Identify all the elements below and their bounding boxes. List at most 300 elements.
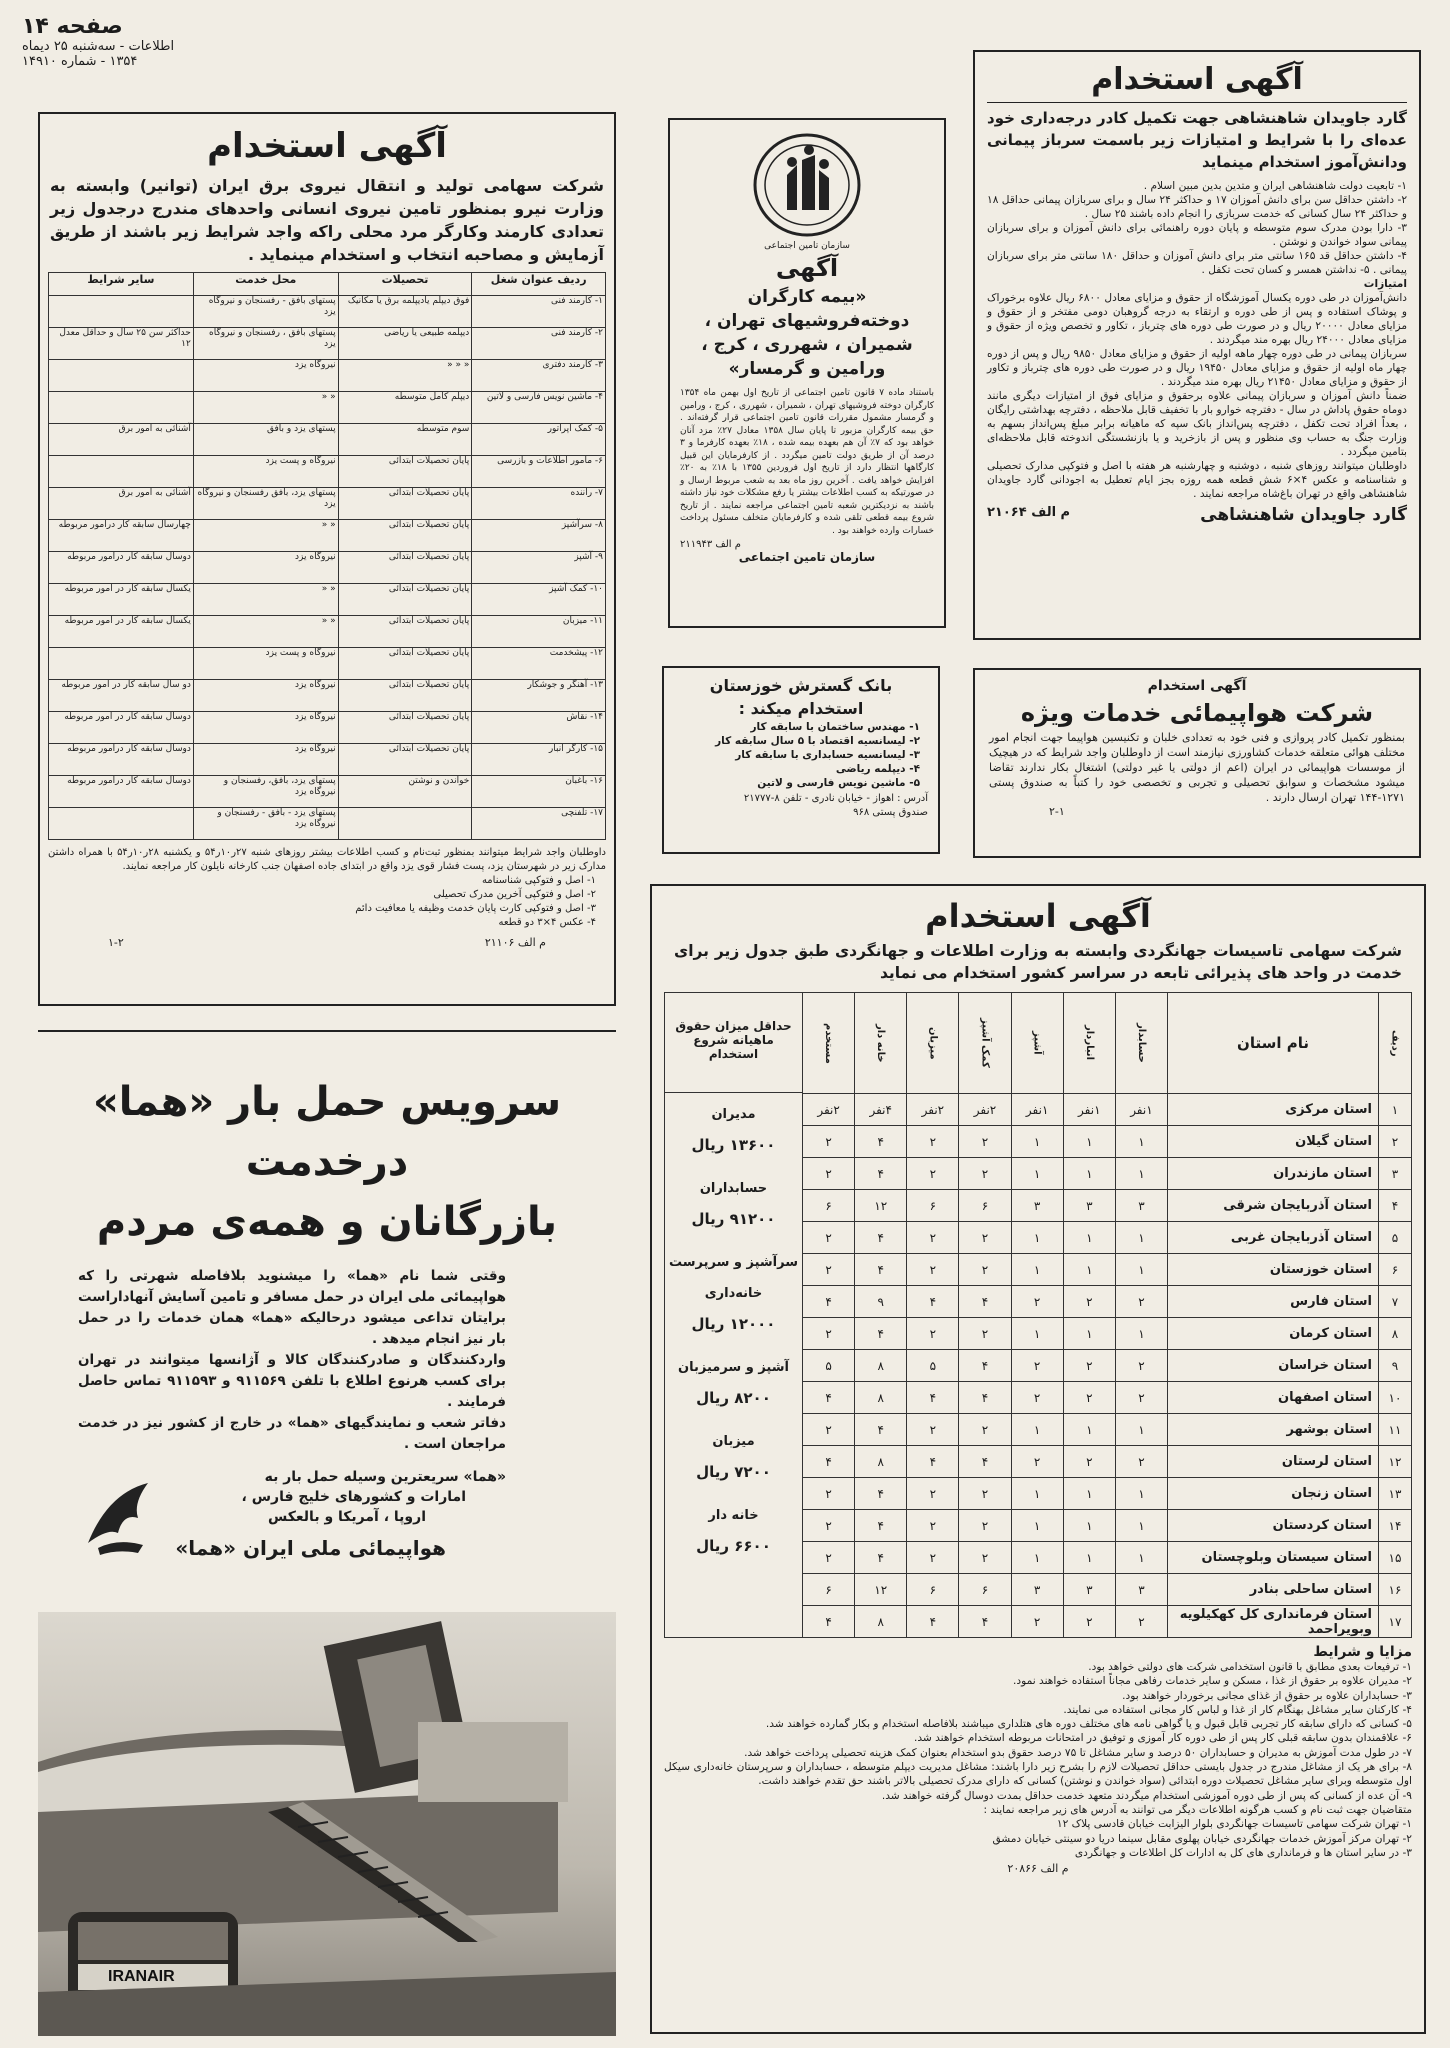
power-col-header: محل خدمت bbox=[193, 273, 338, 296]
tourism-count-cell: ۱ bbox=[1115, 1478, 1167, 1510]
tourism-col-header: ردیف bbox=[1379, 993, 1412, 1094]
tourism-count-cell: ۳ bbox=[1011, 1190, 1063, 1222]
power-ad-footer: داوطلبان واجد شرایط میتوانند بمنظور ثبت‌نام و کسب اطلاعات بیشتر روزهای شنبه ۲۷ر۱۰ر۵۴ و یکشنبه ۲۸ر۱۰ر۵۴ با همراه داشتن مدارک زیر در شهرستان یزد، پست فشار قوی یزد واقع در ابتدای جاده اصفهان جنب کارخانه نایلون کار مراجعه نمایند. bbox=[48, 847, 606, 872]
power-table-cell: پایان تحصیلات ابتدائی bbox=[338, 680, 472, 712]
tourism-count-cell: ۹ bbox=[855, 1286, 907, 1318]
tourism-count-cell: ۴ bbox=[855, 1478, 907, 1510]
tourism-condition: ۲- تهران مرکز آموزش خدمات جهانگردی خیابان پهلوی مقابل سینما دریا دو سینتی خیابان دمشق bbox=[992, 1832, 1412, 1845]
power-table-cell: پستهای یزد - بافق - رفسنجان و نیروگاه یزد bbox=[193, 808, 338, 840]
tourism-count-cell: ۲ bbox=[959, 1542, 1011, 1574]
tourism-col-header: میزبان bbox=[907, 993, 959, 1094]
tourism-count-cell: ۲ bbox=[959, 1222, 1011, 1254]
power-table-cell: ۸- سرآشپز bbox=[472, 520, 606, 552]
tourism-count-cell: ۲ bbox=[959, 1318, 1011, 1350]
tourism-count-cell: ۳ bbox=[1011, 1574, 1063, 1606]
tourism-count-cell: ۲ bbox=[959, 1478, 1011, 1510]
tourism-col-header: آشپز bbox=[1011, 993, 1063, 1094]
tourism-ad-title: آگهی استخدام bbox=[925, 897, 1151, 935]
power-table-cell: دوسال سابقه کار درامور مربوطه bbox=[49, 744, 194, 776]
tourism-count-cell: ۲نفر bbox=[907, 1094, 959, 1126]
power-table-cell: نیروگاه یزد bbox=[193, 360, 338, 392]
power-table-cell bbox=[49, 456, 194, 488]
tourism-table-row bbox=[803, 1126, 1412, 1158]
homa-tagline: اروپا ، آمریکا و بالعکس bbox=[267, 1509, 426, 1525]
tourism-count-cell: ۱ bbox=[1063, 1414, 1115, 1446]
tourism-conditions bbox=[664, 1660, 1412, 1860]
bank-ad-subtitle: استخدام میکند : bbox=[738, 699, 864, 718]
bank-item: ۳- لیسانسیه حسابداری با سابقه کار bbox=[735, 749, 920, 761]
homa-body-paragraph: وقتی شما نام «هما» را میشنوید بلافاصله شهرتی را که هواپیمائی ملی ایران در حمل مسافر و تامین آسایش آنهاداراست برایتان تداعی میشود درحالیکه «هما» همان خدمات را در حمل بار نیز انجام میدهد . bbox=[78, 1268, 506, 1347]
power-doc-item: ۳- اصل و فتوکپی کارت پایان خدمت وظیفه یا معافیت دائم bbox=[355, 903, 596, 914]
masthead bbox=[22, 14, 282, 84]
tourism-row-number: ۵ bbox=[1379, 1222, 1412, 1254]
tourism-count-cell: ۲ bbox=[1115, 1286, 1167, 1318]
power-table-cell: پایان تحصیلات ابتدائی bbox=[338, 552, 472, 584]
tourism-count-cell: ۶ bbox=[959, 1190, 1011, 1222]
tourism-count-cell: ۲ bbox=[1115, 1350, 1167, 1382]
tourism-table-body bbox=[803, 1094, 1412, 1638]
power-table-cell: نیروگاه یزد bbox=[193, 744, 338, 776]
insurance-ad-subtitle: «بیمه کارگران دوخته‌فروشیهای تهران ، شمیران ، شهرری ، کرج ، ورامین و گرمسار» bbox=[701, 287, 913, 379]
power-table-cell: ۴- ماشین نویس فارسی و لاتین bbox=[472, 392, 606, 424]
tourism-count-cell: ۶ bbox=[959, 1574, 1011, 1606]
tourism-count-cell: ۲ bbox=[907, 1222, 959, 1254]
power-table-cell: دوسال سابقه کار درامور مربوطه bbox=[49, 776, 194, 808]
tourism-count-cell: ۲ bbox=[1011, 1382, 1063, 1414]
tourism-condition: ۳- حسابداران علاوه بر حقوق از غذای مجانی برخوردار خواهند بود. bbox=[1122, 1689, 1412, 1702]
tourism-table-row bbox=[803, 1094, 1412, 1126]
tourism-count-cell: ۲ bbox=[803, 1414, 855, 1446]
bank-item: ۲- لیسانسیه اقتصاد با ۵ سال سابقه کار bbox=[715, 735, 920, 747]
tourism-count-cell: ۲ bbox=[1063, 1286, 1115, 1318]
tourism-count-cell: ۱ bbox=[1063, 1318, 1115, 1350]
power-table-row bbox=[49, 808, 606, 840]
guard-ad-title: آگهی استخدام bbox=[1091, 62, 1303, 97]
tourism-salary-item: حسابداران bbox=[699, 1181, 768, 1196]
tourism-row-number: ۶ bbox=[1379, 1254, 1412, 1286]
insurance-ad-signature: سازمان تامین اجتماعی bbox=[738, 550, 876, 564]
tourism-count-cell: ۱ bbox=[1115, 1126, 1167, 1158]
power-table-cell: نیروگاه یزد bbox=[193, 552, 338, 584]
tourism-count-cell: ۲ bbox=[1063, 1446, 1115, 1478]
tourism-count-cell: ۱ bbox=[1063, 1510, 1115, 1542]
power-table-row bbox=[49, 616, 606, 648]
tourism-count-cell: ۲ bbox=[959, 1126, 1011, 1158]
power-table-row bbox=[49, 456, 606, 488]
power-table-cell: نیروگاه یزد bbox=[193, 712, 338, 744]
tourism-count-cell: ۲ bbox=[907, 1510, 959, 1542]
tourism-condition: ۸- برای هر یک از مشاغل مندرج در جدول بایستی حداقل تحصیلات لازم را بشرح زیر دارا باشند: مشاغل مدیریت دیپلم متوسطه ، حسابداران و سرپرستان خانه‌داری سیکل اول متوسطه وبرای سایر مشاغل تحصیلات دوره ابتدائی (سواد خواندن و نوشتن) کسانی که دارای مدرک تحصیلی بالاتر باشند حق تقدم خواهند داشت. bbox=[664, 1761, 1412, 1788]
homa-body-paragraph: واردکنندگان و صادرکنندگان کالا و آژانسها میتوانند در تهران برای کسب هرنوع اطلاع با تلفن ۹۱۱۵۶۹ و ۹۱۱۵۹۳ تماس حاصل فرمایند . bbox=[78, 1352, 506, 1410]
power-doc-item: ۲- اصل و فتوکپی آخرین مدرک تحصیلی bbox=[433, 889, 596, 900]
power-doc-item: ۴- عکس ۴×۳ دو قطعه bbox=[498, 917, 596, 928]
tourism-province-name: استان بوشهر bbox=[1168, 1414, 1379, 1446]
power-table-cell: حداکثر سن ۲۵ سال و حداقل معدل ۱۲ bbox=[49, 328, 194, 360]
tourism-condition: ۱- تهران شرکت سهامی تاسیسات جهانگردی بلوار الیزابت خیابان قادسی پلاک ۱۲ bbox=[1056, 1818, 1412, 1831]
homa-ad bbox=[38, 1030, 616, 2034]
power-table-cell: پایان تحصیلات ابتدائی bbox=[338, 456, 472, 488]
power-table-cell: پایان تحصیلات ابتدائی bbox=[338, 712, 472, 744]
tourism-row-number: ۱۴ bbox=[1379, 1510, 1412, 1542]
power-table-cell: آشنائی به امور برق bbox=[49, 488, 194, 520]
tourism-count-cell: ۲ bbox=[803, 1510, 855, 1542]
tourism-count-cell: ۲ bbox=[1063, 1382, 1115, 1414]
power-doc-item: ۱- اصل و فتوکپی شناسنامه bbox=[481, 875, 596, 886]
power-table-row bbox=[49, 328, 606, 360]
tourism-province-name: استان فارس bbox=[1168, 1286, 1379, 1318]
homa-brand: هواپیمائی ملی ایران «هما» bbox=[175, 1536, 446, 1560]
tourism-count-cell: ۴ bbox=[959, 1286, 1011, 1318]
tourism-count-cell: ۲ bbox=[1063, 1350, 1115, 1382]
tourism-count-cell: ۶ bbox=[907, 1190, 959, 1222]
tourism-count-cell: ۱ bbox=[1063, 1222, 1115, 1254]
masthead-issue: ۱۳۵۴ - شماره ۱۴۹۱۰ bbox=[22, 54, 138, 69]
tourism-table-row bbox=[803, 1286, 1412, 1318]
homa-tagline: «هما» سریعترین وسیله حمل بار به bbox=[264, 1469, 506, 1485]
power-table-cell: نیروگاه و پست یزد bbox=[193, 456, 338, 488]
tourism-province-name: استان اصفهان bbox=[1168, 1382, 1379, 1414]
guard-condition: ضمناً دانش آموزان و سربازان پیمانی علاوه برحقوق و مزایای فوق از امتیازات دیگری مانند دوماه حقوق پاداش در سال - دفترچه خوارو بار با تخفیف قابل ملاحظه ، دفترچه بهداشتی رایگان ، بعداً افراد تحت تکفل ، دفترچه پس‌انداز بانک سپه که ماهیانه برابر مبلغ پس‌انداز بسهم به وزارت جنگ به حساب وی منظور و پس از بازخرید و یا بازنشستگی اندوخته قابل ملاحظه‌ای بتامین میگردد . bbox=[987, 390, 1407, 458]
power-table-row bbox=[49, 520, 606, 552]
power-table-cell: « « « bbox=[338, 360, 472, 392]
power-table-cell: ۱- کارمند فنی bbox=[472, 296, 606, 328]
bank-ad-items bbox=[674, 720, 928, 790]
tourism-ad-intro: شرکت سهامی تاسیسات جهانگردی وابسته به وزارت اطلاعات و جهانگردی طبق جدول زیر برای خدمت در واحد های پذیرائی تابعه در سراسر کشور استخدام می نماید bbox=[674, 942, 1402, 982]
tourism-count-cell: ۱ bbox=[1115, 1510, 1167, 1542]
tourism-row-number: ۱۰ bbox=[1379, 1382, 1412, 1414]
tourism-province-name: استان ساحلی بنادر bbox=[1168, 1574, 1379, 1606]
tourism-count-cell: ۲ bbox=[959, 1254, 1011, 1286]
tourism-count-cell: ۱ bbox=[1011, 1318, 1063, 1350]
power-table-cell: ۳- کارمند دفتری bbox=[472, 360, 606, 392]
tourism-province-name: استان آذربایجان غربی bbox=[1168, 1222, 1379, 1254]
tourism-count-cell: ۲ bbox=[959, 1414, 1011, 1446]
power-ad-table bbox=[48, 272, 606, 840]
tourism-count-cell: ۴ bbox=[855, 1318, 907, 1350]
power-table-row bbox=[49, 392, 606, 424]
tourism-count-cell: ۸ bbox=[855, 1606, 907, 1638]
power-table-cell: چهارسال سابقه کار درامور مربوطه bbox=[49, 520, 194, 552]
tourism-count-cell: ۲ bbox=[803, 1126, 855, 1158]
tourism-count-cell: ۱ bbox=[1011, 1222, 1063, 1254]
tourism-count-cell: ۲ bbox=[803, 1318, 855, 1350]
tourism-count-cell: ۱۲ bbox=[855, 1574, 907, 1606]
power-table-cell: ۱۶- باغبان bbox=[472, 776, 606, 808]
airline-ad bbox=[973, 668, 1421, 858]
tourism-condition: ۶- علاقمندان بدون سابقه قبلی کار پس از طی دوره کار آموزی و توفیق در امتحانات مربوطه استخدام خواهند شد. bbox=[913, 1732, 1412, 1745]
power-table-cell: ۵- کمک اپراتور bbox=[472, 424, 606, 456]
power-table-cell: پستهای یزد، بافق رفسنجان و نیروگاه یزد bbox=[193, 488, 338, 520]
tourism-condition: ۳- در سایر استان ها و فرمانداری های کل به ادارات کل اطلاعات و جهانگردی bbox=[1074, 1846, 1412, 1859]
tourism-count-cell: ۱ bbox=[1115, 1318, 1167, 1350]
tourism-condition: متقاضیان جهت ثبت نام و کسب هرگونه اطلاعات دیگر می توانند به آدرس های زیر مراجعه نمایند : bbox=[983, 1803, 1412, 1816]
tourism-table-row bbox=[803, 1414, 1412, 1446]
tourism-count-cell: ۴ bbox=[959, 1350, 1011, 1382]
tourism-count-cell: ۱ bbox=[1011, 1542, 1063, 1574]
power-table-cell: خواندن و نوشتن bbox=[338, 776, 472, 808]
tourism-count-cell: ۴ bbox=[803, 1446, 855, 1478]
tourism-condition: ۵- کسانی که دارای سابقه کار تجربی قابل قبول و یا گواهی نامه های مختلف دوره های هتلداری میباشند بلافاصله استخدام و بکار گمارده خواهند شد. bbox=[765, 1718, 1412, 1731]
guard-ad bbox=[973, 50, 1421, 640]
tourism-salary-item: سرآشپز و سرپرست خانه‌داری bbox=[668, 1255, 799, 1301]
tourism-col-header: انباردار bbox=[1063, 993, 1115, 1094]
guard-condition: سربازان پیمانی در طی دوره چهار ماهه اولیه از حقوق و مزایای معادل ۹۸۵۰ ریال و پس از دوره چهار ماه اولیه از حقوق و مزایای معادل ۱۹۴۵۰ ریال و در صورت طی دوره های چترباز و تکاور از حقوق و مزایای معادل ۲۱۴۵۰ ریال بهره مند میگردند . bbox=[987, 348, 1407, 388]
power-table-cell: دیپلم کامل متوسطه bbox=[338, 392, 472, 424]
power-table-cell bbox=[49, 808, 194, 840]
tourism-condition: ۹- آن عده از کسانی که پس از طی دوره آموزشی استخدام میگردند متعهد خدمت حداقل بمدت دوسال گرفته خواهند شد. bbox=[881, 1789, 1412, 1802]
tourism-count-cell: ۲ bbox=[1115, 1446, 1167, 1478]
guard-condition: ۴- داشتن حداقل قد ۱۶۵ سانتی متر برای دانش آموزان و حداقل ۱۸۰ سانتی متر برای سربازان پیمانی . ۵- نداشتن همسر و کسان تحت تکفل . bbox=[987, 250, 1407, 276]
guard-condition: دانش‌آموزان در طی دوره یکسال آموزشگاه از حقوق و مزایای معادل ۶۸۰۰ ریال علاوه برخوراک و پوشاک استفاده و پس از طی دوره و ارتقاء به درجه گروهبان دومی مفتخر و از حقوق و مزایای معادل ۲۰۰۰۰ ریال و در صورت طی دوره های چترباز ، تکاور و تخصص ویژه از حقوق و مزایای معادل ۲۴۰۰۰ ریال بهره مند میگردند . bbox=[987, 292, 1408, 346]
tourism-table-row bbox=[803, 1318, 1412, 1350]
power-table-row bbox=[49, 712, 606, 744]
insurance-logo-caption: سازمان تامین اجتماعی bbox=[764, 241, 850, 251]
tourism-ad bbox=[650, 884, 1426, 2034]
tourism-count-cell: ۲ bbox=[803, 1254, 855, 1286]
tourism-count-cell: ۴ bbox=[855, 1510, 907, 1542]
power-col-header: ردیف عنوان شغل bbox=[472, 273, 606, 296]
masthead-date: اطلاعات - سه‌شنبه ۲۵ دیماه bbox=[22, 39, 175, 54]
tourism-count-cell: ۴ bbox=[959, 1606, 1011, 1638]
tourism-count-cell: ۶ bbox=[907, 1574, 959, 1606]
tourism-count-cell: ۱ bbox=[1011, 1510, 1063, 1542]
tourism-count-cell: ۲ bbox=[803, 1542, 855, 1574]
tourism-count-cell: ۴ bbox=[907, 1286, 959, 1318]
tourism-ad-code: م الف ۲۰۸۶۶ bbox=[1007, 1862, 1069, 1876]
power-table-cell: « « bbox=[193, 616, 338, 648]
tourism-table-row bbox=[803, 1382, 1412, 1414]
power-table-cell: پستهای بافق - رفسنجان و نیروگاه یزد bbox=[193, 296, 338, 328]
tourism-count-cell: ۸ bbox=[855, 1446, 907, 1478]
tourism-province-name: استان مازندران bbox=[1168, 1158, 1379, 1190]
tourism-count-cell: ۱نفر bbox=[1011, 1094, 1063, 1126]
insurance-ad bbox=[668, 118, 946, 628]
power-table-cell: پستهای یزد، بافق، رفسنجان و نیروگاه یزد bbox=[193, 776, 338, 808]
tourism-province-name: استان زنجان bbox=[1168, 1478, 1379, 1510]
tourism-count-cell: ۲نفر bbox=[803, 1094, 855, 1126]
tourism-count-cell: ۵ bbox=[803, 1350, 855, 1382]
homa-body bbox=[38, 1252, 616, 1455]
tourism-count-cell: ۱۲ bbox=[855, 1190, 907, 1222]
homa-headline-1: سرویس حمل بار «هما» درخدمت bbox=[92, 1079, 562, 1185]
power-table-cell: « « bbox=[193, 584, 338, 616]
power-table-cell: ۱۵- کارگر انبار bbox=[472, 744, 606, 776]
power-table-row bbox=[49, 488, 606, 520]
tourism-count-cell: ۳ bbox=[1115, 1190, 1167, 1222]
insurance-logo bbox=[747, 130, 867, 245]
tourism-province-name: استان کردستان bbox=[1168, 1510, 1379, 1542]
tourism-count-cell: ۴ bbox=[803, 1286, 855, 1318]
tourism-count-cell: ۲ bbox=[959, 1510, 1011, 1542]
tourism-province-name: استان خراسان bbox=[1168, 1350, 1379, 1382]
tourism-salary-item: ۸۲۰۰ ریال bbox=[696, 1389, 771, 1407]
tourism-condition: ۲- مدیران علاوه بر حقوق از غذا ، مسکن و سایر خدمات رفاهی مجاناً استفاده خواهند نمود. bbox=[1013, 1675, 1412, 1688]
tourism-row-number: ۱ bbox=[1379, 1094, 1412, 1126]
power-table-cell: پایان تحصیلات ابتدائی bbox=[338, 520, 472, 552]
tourism-count-cell: ۲ bbox=[803, 1478, 855, 1510]
bank-ad bbox=[662, 666, 940, 854]
tourism-row-number: ۱۱ bbox=[1379, 1414, 1412, 1446]
power-table-cell: « « bbox=[193, 392, 338, 424]
tourism-col-header: مستخدم bbox=[803, 993, 855, 1094]
tourism-table-row bbox=[803, 1350, 1412, 1382]
power-table-cell: نیروگاه یزد bbox=[193, 680, 338, 712]
tourism-count-cell: ۲ bbox=[907, 1478, 959, 1510]
bank-ad-pobox: صندوق پستی ۹۶۸ bbox=[853, 807, 928, 818]
power-table-row bbox=[49, 360, 606, 392]
power-table-cell bbox=[49, 392, 194, 424]
power-table-cell: دوسال سابقه کار درامور مربوطه bbox=[49, 552, 194, 584]
power-table-cell: نیروگاه و پست یزد bbox=[193, 648, 338, 680]
tourism-count-cell: ۴ bbox=[855, 1222, 907, 1254]
tourism-count-cell: ۱ bbox=[1063, 1126, 1115, 1158]
power-table-cell: ۱۲- پیشخدمت bbox=[472, 648, 606, 680]
tourism-count-cell: ۳ bbox=[1115, 1574, 1167, 1606]
power-table-row bbox=[49, 680, 606, 712]
guard-condition: ۳- دارا بودن مدرک سوم متوسطه و پایان دوره راهنمائی برای دانش آموزان و برای سربازان پیمانی سواد خواندن و نوشتن . bbox=[987, 222, 1407, 248]
tourism-count-cell: ۱ bbox=[1063, 1254, 1115, 1286]
tourism-count-cell: ۵ bbox=[907, 1350, 959, 1382]
power-table-cell: دوسال سابقه کار در امور مربوطه bbox=[49, 712, 194, 744]
tourism-province-name: استان کرمان bbox=[1168, 1318, 1379, 1350]
power-table-row bbox=[49, 776, 606, 808]
tourism-row-number: ۹ bbox=[1379, 1350, 1412, 1382]
tourism-salary-item: ۶۶۰۰ ریال bbox=[696, 1537, 771, 1555]
tourism-count-cell: ۱ bbox=[1011, 1158, 1063, 1190]
power-table-cell bbox=[338, 808, 472, 840]
power-ad bbox=[38, 112, 616, 1006]
guard-ad-signature: گارد جاویدان شاهنشاهی bbox=[1200, 505, 1407, 525]
tourism-conditions-title: مزایا و شرایط bbox=[1313, 1644, 1412, 1660]
tourism-province-name: استان فرمانداری کل کهکیلویه وبویراحمد bbox=[1168, 1606, 1379, 1638]
power-table-cell: پستهای یزد و بافق bbox=[193, 424, 338, 456]
tourism-salary-item: ۱۳۶۰۰ ریال bbox=[691, 1136, 776, 1154]
insurance-ad-title: آگهی bbox=[775, 254, 839, 282]
bank-item: ۵- ماشین نویس فارسی و لاتین bbox=[757, 777, 920, 789]
power-table-cell: ۷- راننده bbox=[472, 488, 606, 520]
airline-ad-ref: ۲-۱ bbox=[1049, 805, 1065, 818]
social-security-logo-icon bbox=[747, 130, 867, 245]
homa-body-paragraph: دفاتر شعب و نمایندگیهای «هما» در خارج از کشور نیز در خدمت مراجعان است . bbox=[78, 1415, 506, 1452]
cargo-plane-photo bbox=[38, 1612, 616, 2036]
tourism-count-cell: ۱ bbox=[1115, 1222, 1167, 1254]
tourism-col-header: نام استان bbox=[1168, 993, 1379, 1094]
tourism-salary-item: میزبان bbox=[712, 1434, 755, 1449]
tourism-row-number: ۴ bbox=[1379, 1190, 1412, 1222]
tourism-count-cell: ۲ bbox=[803, 1158, 855, 1190]
power-table-cell: فوق دیپلم یادیپلمه برق یا مکانیک bbox=[338, 296, 472, 328]
power-ad-code: م الف ۲۱۱۰۶ bbox=[484, 936, 546, 949]
tourism-count-cell: ۱ bbox=[1063, 1158, 1115, 1190]
page-number: صفحه ۱۴ bbox=[22, 14, 123, 39]
tourism-count-cell: ۴ bbox=[855, 1414, 907, 1446]
bank-item: ۴- دیپلمه ریاضی bbox=[835, 763, 920, 775]
tourism-count-cell: ۲ bbox=[1011, 1446, 1063, 1478]
tourism-count-cell: ۸ bbox=[855, 1350, 907, 1382]
airline-ad-label: آگهی استخدام bbox=[1147, 678, 1247, 694]
tourism-count-cell: ۲ bbox=[1011, 1606, 1063, 1638]
tourism-table-row bbox=[803, 1510, 1412, 1542]
power-ad-docs bbox=[48, 874, 606, 930]
power-table-cell bbox=[49, 296, 194, 328]
tourism-count-cell: ۱ bbox=[1063, 1478, 1115, 1510]
tourism-table-row bbox=[803, 1158, 1412, 1190]
tourism-count-cell: ۴ bbox=[855, 1126, 907, 1158]
tourism-row-number: ۲ bbox=[1379, 1126, 1412, 1158]
tourism-count-cell: ۱نفر bbox=[1115, 1094, 1167, 1126]
power-table-body bbox=[49, 296, 606, 840]
tourism-row-number: ۳ bbox=[1379, 1158, 1412, 1190]
power-table-cell: پایان تحصیلات ابتدائی bbox=[338, 616, 472, 648]
tourism-count-cell: ۴ bbox=[803, 1606, 855, 1638]
tourism-count-cell: ۴ bbox=[959, 1382, 1011, 1414]
guard-ad-conditions bbox=[987, 179, 1407, 501]
tourism-count-cell: ۴ bbox=[907, 1382, 959, 1414]
tourism-count-cell: ۸ bbox=[855, 1382, 907, 1414]
power-table-row bbox=[49, 296, 606, 328]
tourism-count-cell: ۱ bbox=[1063, 1542, 1115, 1574]
guard-ad-code: م الف ۲۱۰۶۴ bbox=[987, 505, 1071, 520]
power-table-cell: ۱۳- آهنگر و جوشکار bbox=[472, 680, 606, 712]
tourism-count-cell: ۲ bbox=[907, 1158, 959, 1190]
power-table-cell bbox=[49, 360, 194, 392]
power-table-cell: دو سال سابقه کار در امور مربوطه bbox=[49, 680, 194, 712]
tourism-condition: ۱- ترفیعات بعدی مطابق با قانون استخدامی شرکت های دولتی خواهد بود. bbox=[1088, 1661, 1412, 1673]
power-table-cell: یکسال سابقه کار در امور مربوطه bbox=[49, 616, 194, 648]
tourism-count-cell: ۳ bbox=[1063, 1574, 1115, 1606]
tourism-count-cell: ۱نفر bbox=[1063, 1094, 1115, 1126]
tourism-count-cell: ۴ bbox=[855, 1254, 907, 1286]
tourism-table-row bbox=[803, 1542, 1412, 1574]
tourism-salary-header: حداقل میزان حقوق ماهیانه شروع استخدام bbox=[665, 993, 802, 1093]
power-table-cell: دیپلمه طبیعی یا ریاضی bbox=[338, 328, 472, 360]
tourism-count-cell: ۳ bbox=[1063, 1190, 1115, 1222]
tourism-count-cell: ۲ bbox=[959, 1158, 1011, 1190]
tourism-row-number: ۱۵ bbox=[1379, 1542, 1412, 1574]
tourism-row-number: ۱۳ bbox=[1379, 1478, 1412, 1510]
tourism-count-cell: ۶ bbox=[803, 1574, 855, 1606]
power-table-cell: ۱۱- میزبان bbox=[472, 616, 606, 648]
guard-condition: ۲- داشتن حداقل سن برای دانش آموزان ۱۷ و حداکثر ۲۴ سال و برای سربازان پیمانی حداقل ۱۸ و حداکثر ۲۴ سال کسانی که خدمت سربازی را انجام داده باشند ۲۵ سال . bbox=[987, 194, 1408, 220]
tourism-count-cell: ۱ bbox=[1115, 1414, 1167, 1446]
power-ad-ref: ۱-۲ bbox=[108, 936, 124, 949]
bank-ad-title: بانک گسترش خوزستان bbox=[709, 676, 893, 695]
power-table-cell: پایان تحصیلات ابتدائی bbox=[338, 744, 472, 776]
guard-condition-heading: امتیازات bbox=[1363, 278, 1407, 290]
tourism-count-cell: ۲ bbox=[803, 1222, 855, 1254]
power-table-cell: ۲- کارمند فنی bbox=[472, 328, 606, 360]
tourism-table-row bbox=[803, 1254, 1412, 1286]
tourism-count-cell: ۱ bbox=[1011, 1254, 1063, 1286]
power-table-cell: ۱۰- کمک آشپز bbox=[472, 584, 606, 616]
tourism-table-row bbox=[803, 1446, 1412, 1478]
tourism-salary-item: خانه دار bbox=[708, 1508, 759, 1523]
tourism-row-number: ۷ bbox=[1379, 1286, 1412, 1318]
tourism-count-cell: ۲ bbox=[1011, 1350, 1063, 1382]
power-table-cell: « « bbox=[193, 520, 338, 552]
tourism-province-name: استان آذربایجان شرقی bbox=[1168, 1190, 1379, 1222]
tourism-salary-item: مدیران bbox=[711, 1107, 756, 1122]
tourism-salary-list bbox=[665, 1099, 802, 1562]
power-table-cell: پایان تحصیلات ابتدائی bbox=[338, 584, 472, 616]
tourism-count-cell: ۴ bbox=[855, 1158, 907, 1190]
insurance-ad-code: م الف ۲۱۱۹۴۳ bbox=[680, 539, 741, 550]
power-col-header: سایر شرایط bbox=[49, 273, 194, 296]
power-table-cell: پایان تحصیلات ابتدائی bbox=[338, 488, 472, 520]
tourism-count-cell: ۲نفر bbox=[959, 1094, 1011, 1126]
power-table-cell: ۹- آشپز bbox=[472, 552, 606, 584]
tourism-province-name: استان مرکزی bbox=[1168, 1094, 1379, 1126]
